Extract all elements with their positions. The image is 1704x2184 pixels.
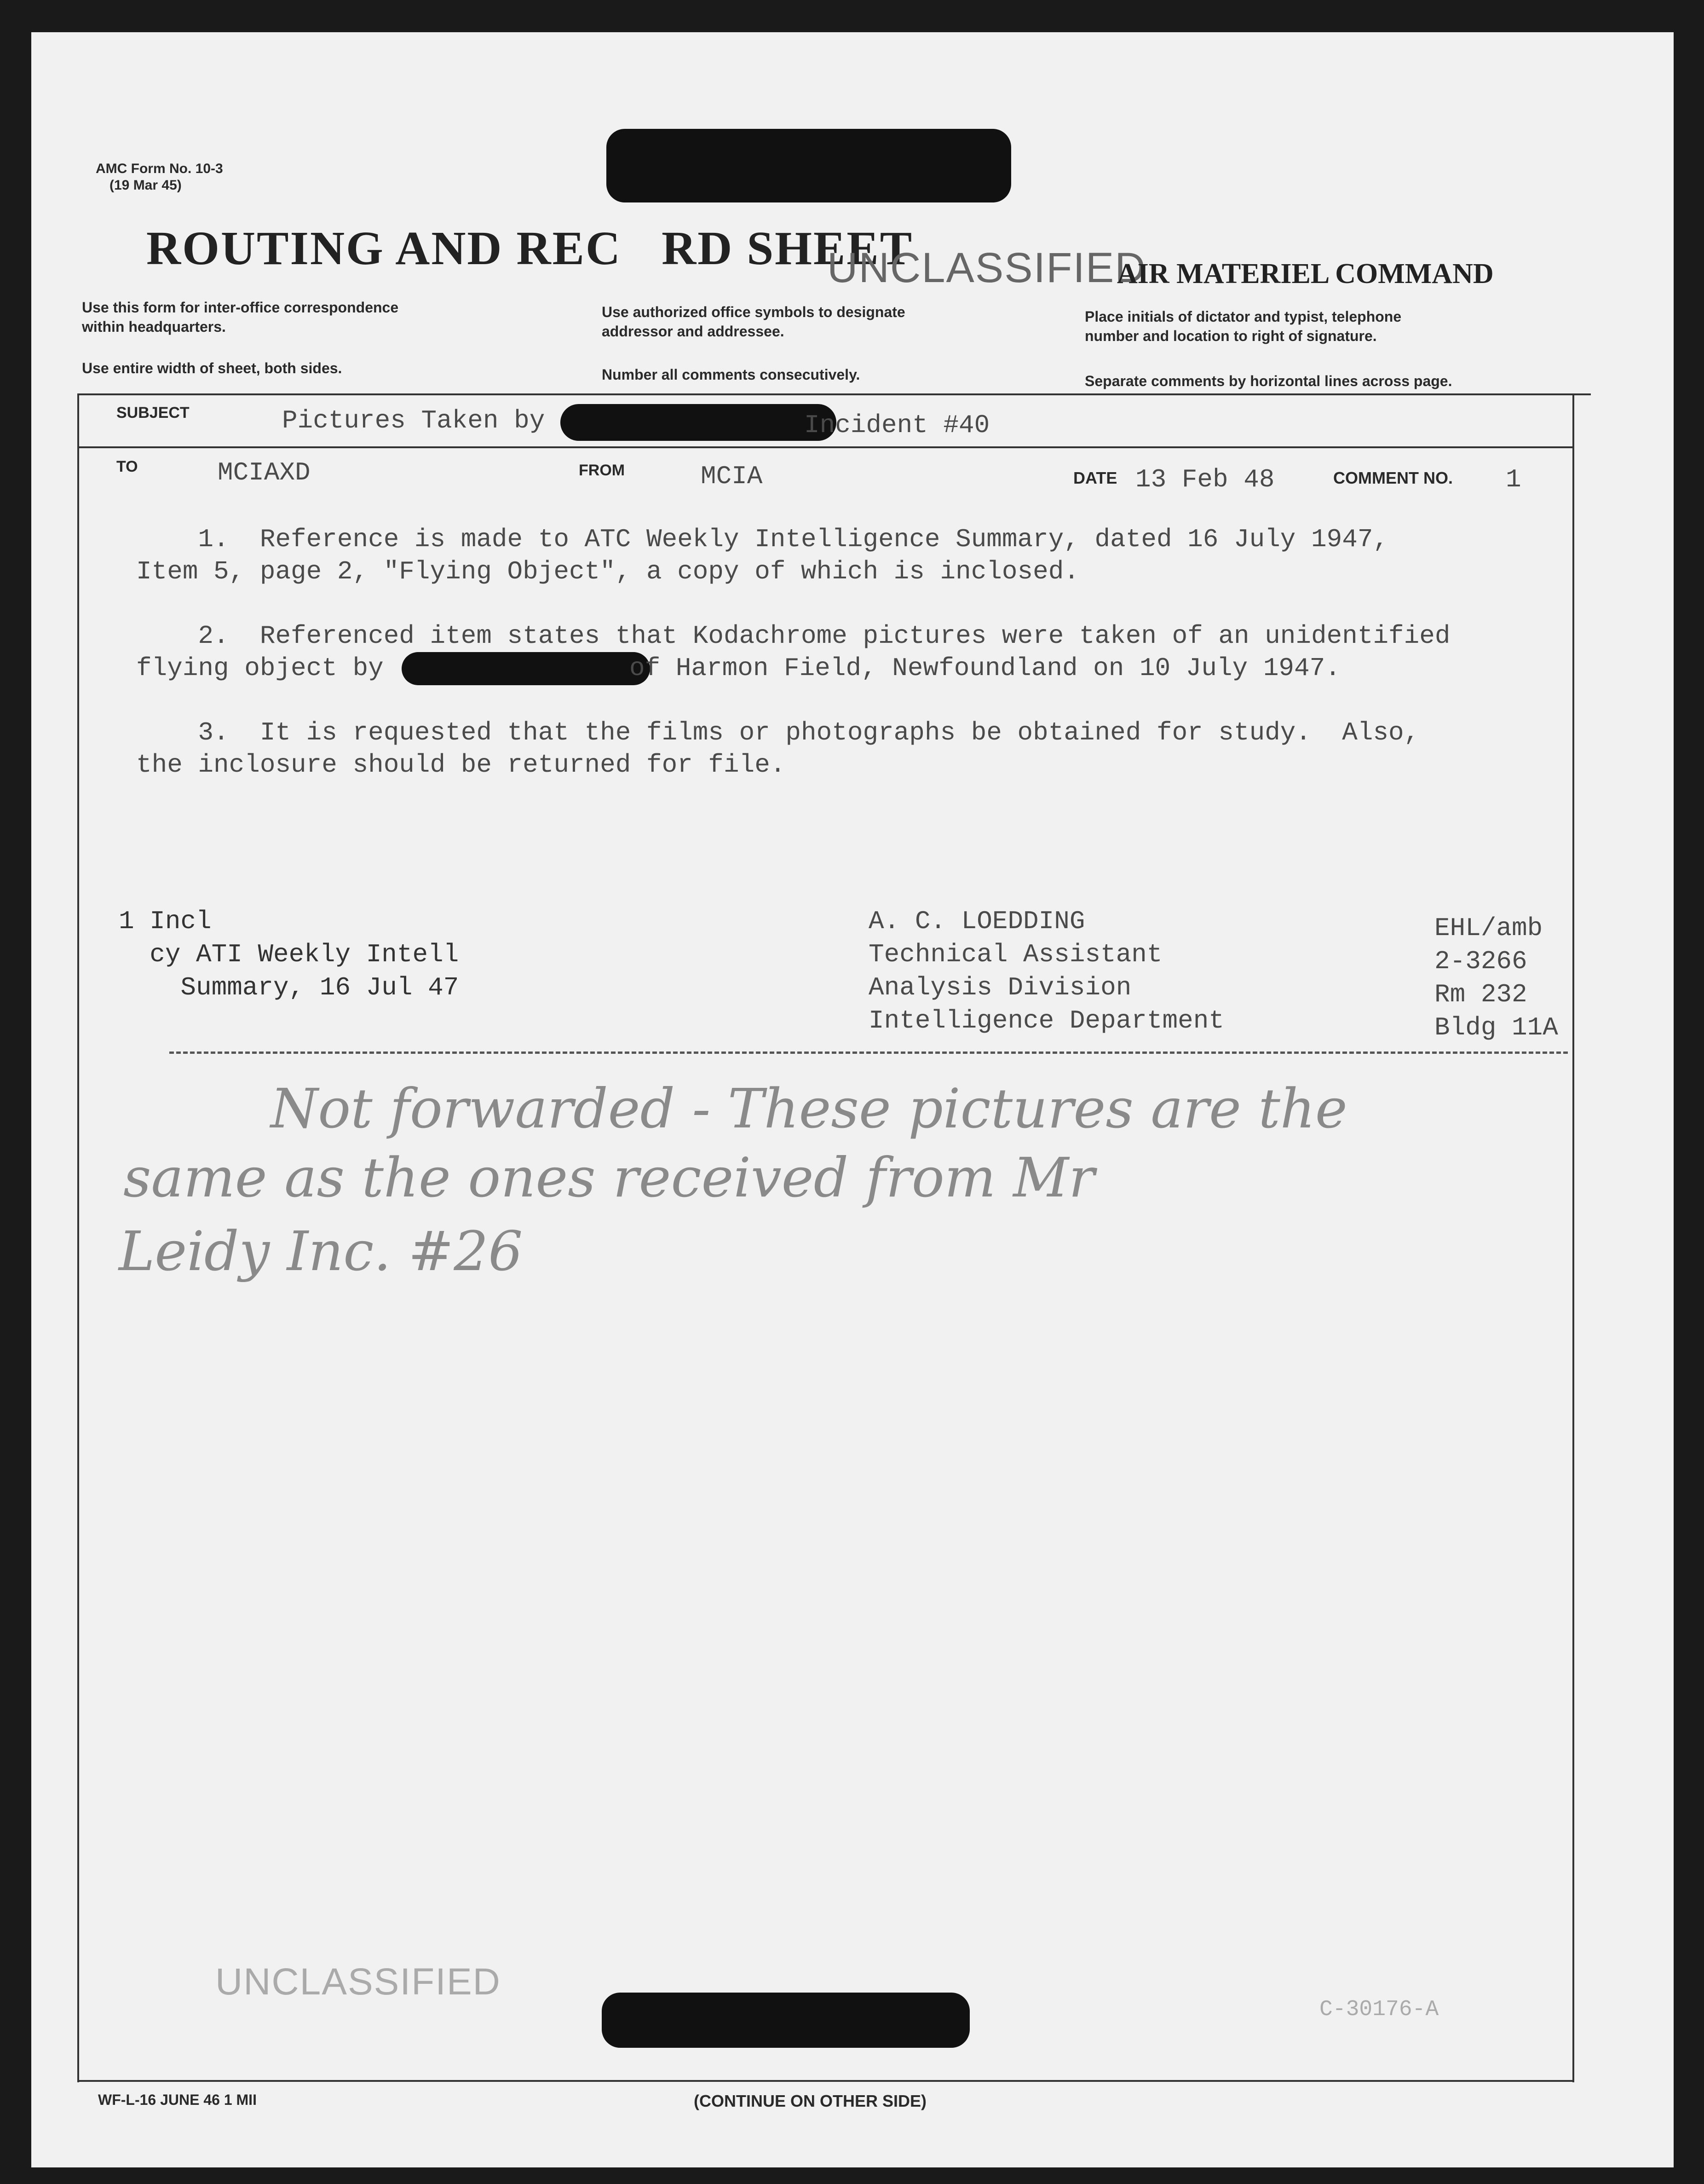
comment-no-label: COMMENT NO. (1333, 468, 1453, 487)
inclosure-line-2: cy ATI Weekly Intell (119, 940, 459, 969)
box-bottom-line (77, 2080, 1574, 2082)
inclosure-line-1: 1 Incl (119, 907, 212, 936)
instruction-right-3: Separate comments by horizontal lines across page. (1085, 373, 1452, 389)
unclassified-stamp-bottom: UNCLASSIFIED (215, 1961, 501, 2003)
inclosure-line-3: Summary, 16 Jul 47 (119, 973, 459, 1002)
signer-title-3: Intelligence Department (869, 1006, 1224, 1035)
paragraph-1-line-1: 1. Reference is made to ATC Weekly Intelligence Summary, dated 16 July 1947, (136, 525, 1389, 554)
redaction-subject (560, 404, 836, 441)
routing-sheet (31, 32, 1674, 2167)
paragraph-1-line-2: Item 5, page 2, "Flying Object", a copy of which is inclosed. (136, 557, 1079, 586)
handwritten-note-line-2: same as the ones received from Mr (123, 1146, 1095, 1209)
instruction-left-3: Use entire width of sheet, both sides. (82, 360, 342, 376)
instruction-mid-3: Number all comments consecutively. (602, 366, 860, 383)
print-code: WF-L-16 JUNE 46 1 MII (98, 2092, 257, 2108)
instruction-mid-2: addressor and addressee. (602, 323, 784, 340)
continue-note: (CONTINUE ON OTHER SIDE) (694, 2092, 927, 2110)
paragraph-2-line-1: 2. Referenced item states that Kodachrome pictures were taken of an unidentified (136, 621, 1451, 651)
form-number: AMC Form No. 10-3 (96, 161, 223, 176)
to-value: MCIAXD (218, 458, 311, 487)
box-right-line (1572, 393, 1574, 2082)
signer-name: A. C. LOEDDING (869, 907, 1085, 936)
subject-label: SUBJECT (116, 404, 190, 422)
instruction-left-1: Use this form for inter-office correspondence (82, 299, 399, 316)
reference-building: Bldg 11A (1434, 1013, 1558, 1042)
instruction-right-2: number and location to right of signature. (1085, 328, 1377, 344)
subject-value-end: Incident #40 (804, 410, 990, 440)
command-name: AIR MATERIEL COMMAND (1117, 258, 1494, 289)
unclassified-stamp-top: UNCLASSIFIED (827, 244, 1146, 291)
handwritten-note-line-1: Not forwarded - These pictures are the (271, 1077, 1347, 1140)
paragraph-2-line-2-end: of Harmon Field, Newfoundland on 10 July 1947. (629, 653, 1341, 683)
subject-value-start: Pictures Taken by (282, 406, 545, 435)
instruction-mid-1: Use authorized office symbols to designate (602, 304, 905, 320)
redaction-top (606, 129, 1011, 202)
subject-divider (77, 446, 1574, 448)
redaction-body (402, 652, 650, 685)
paragraph-2-line-2-start: flying object by (136, 653, 384, 683)
form-date: (19 Mar 45) (109, 178, 182, 193)
date-value: 13 Feb 48 (1135, 465, 1275, 494)
instruction-left-2: within headquarters. (82, 318, 226, 335)
reference-telephone: 2-3266 (1434, 947, 1527, 976)
paragraph-3-line-1: 3. It is requested that the films or photographs be obtained for study. Also, (136, 718, 1420, 747)
form-title: ROUTING AND REC RD SHEET (146, 222, 914, 275)
redaction-bottom (602, 1993, 970, 2048)
from-label: FROM (579, 462, 625, 479)
signer-title-2: Analysis Division (869, 973, 1132, 1002)
paragraph-3-line-2: the inclosure should be returned for file. (136, 750, 786, 780)
handwritten-note-line-3: Leidy Inc. #26 (119, 1219, 523, 1283)
reference-room: Rm 232 (1434, 980, 1527, 1009)
to-label: TO (116, 458, 138, 475)
comment-no-value: 1 (1506, 465, 1521, 494)
box-top-line (77, 393, 1591, 395)
signer-title-1: Technical Assistant (869, 940, 1163, 969)
document-number: C-30176-A (1319, 1997, 1439, 2022)
comment-separator (169, 1052, 1568, 1054)
box-left-line (77, 393, 79, 2082)
from-value: MCIA (701, 462, 763, 491)
date-label: DATE (1073, 468, 1117, 487)
reference-initials: EHL/amb (1434, 913, 1543, 943)
instruction-right-1: Place initials of dictator and typist, telephone (1085, 308, 1402, 325)
